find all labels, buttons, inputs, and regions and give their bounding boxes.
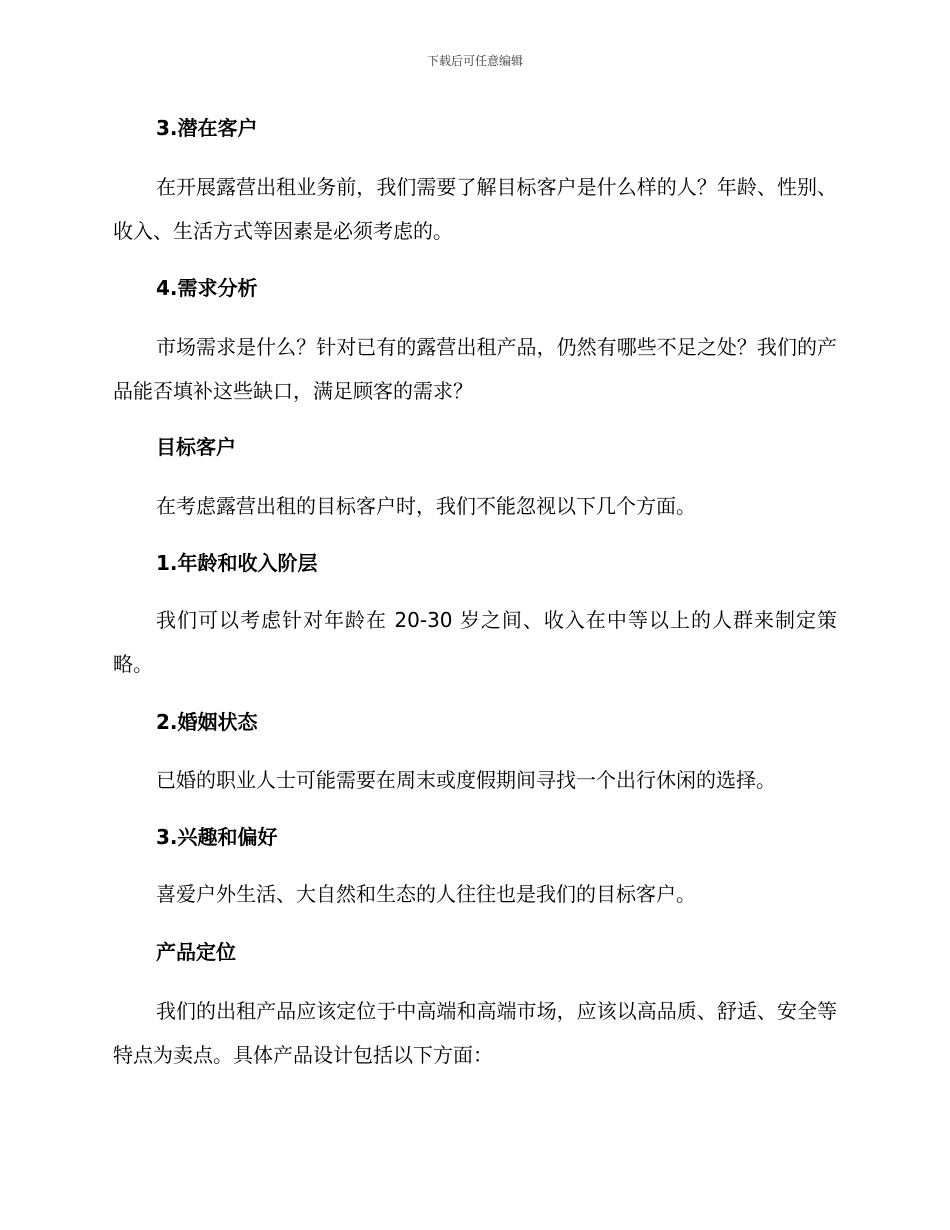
section-heading-product-positioning: 产品定位 <box>156 940 236 964</box>
section-heading-interests: 3.兴趣和偏好 <box>156 825 278 849</box>
paragraph-age-income: 我们可以考虑针对年龄在 20-30 岁之间、收入在中等以上的人群来制定策略。 <box>113 608 837 676</box>
paragraph-interests: 喜爱户外生活、大自然和生态的人往往也是我们的目标客户。 <box>156 882 696 906</box>
paragraph-target-customers: 在考虑露营出租的目标客户时，我们不能忽视以下几个方面。 <box>156 494 696 518</box>
section-heading-potential-customers: 3.潜在客户 <box>156 116 258 140</box>
page-header: 下载后可任意编辑 <box>426 54 523 68</box>
paragraph-marital-status: 已婚的职业人士可能需要在周末或度假期间寻找一个出行休闲的选择。 <box>156 768 776 792</box>
paragraph-demand-analysis: 市场需求是什么？针对已有的露营出租产品，仍然有哪些不足之处？我们的产品能否填补这些缺口，满足顾客的需求？ <box>113 335 837 403</box>
paragraph-potential-customers: 在开展露营出租业务前，我们需要了解目标客户是什么样的人？年龄、性别、收入、生活方式等因素是必须考虑的。 <box>113 175 837 243</box>
section-heading-demand-analysis: 4.需求分析 <box>156 276 258 300</box>
section-heading-target-customers: 目标客户 <box>156 435 236 459</box>
section-heading-age-income: 1.年龄和收入阶层 <box>156 551 318 575</box>
section-heading-marital-status: 2.婚姻状态 <box>156 710 258 734</box>
paragraph-product-positioning: 我们的出租产品应该定位于中高端和高端市场，应该以高品质、舒适、安全等特点为卖点。具体产品设计包括以下方面： <box>113 999 837 1067</box>
